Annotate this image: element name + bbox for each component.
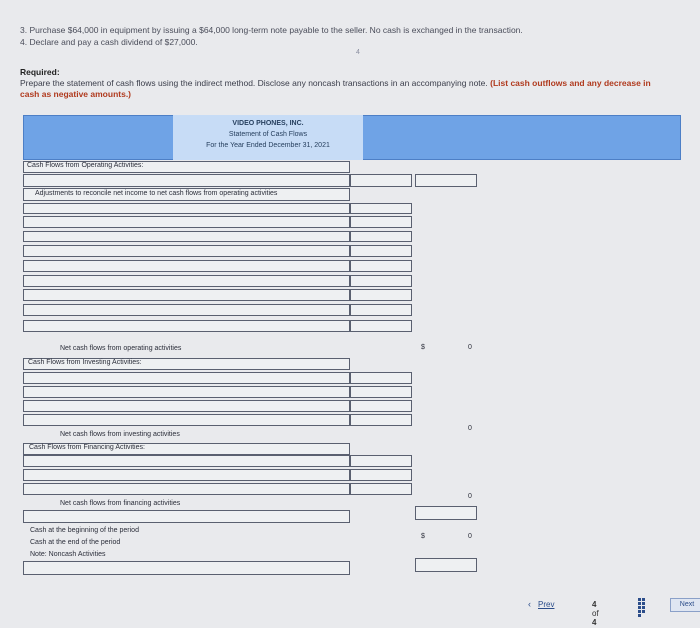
investing-line-input[interactable] [23, 386, 350, 398]
required-text: Prepare the statement of cash flows using the indirect method. Disclose any noncash transactions in an accompanying note. [20, 78, 488, 88]
amount-input[interactable] [350, 304, 412, 316]
investing-line-input[interactable] [23, 372, 350, 384]
dollar-sign: $ [421, 533, 425, 540]
net-operating-total: 0 [468, 344, 472, 351]
required-note: (List cash outflows and any decrease in cash as negative amounts.) [20, 78, 651, 99]
investing-line-input[interactable] [23, 400, 350, 412]
cash-begin-label: Cash at the beginning of the period [30, 527, 139, 534]
amount-input[interactable] [350, 320, 412, 332]
adjustment-input[interactable] [23, 245, 350, 257]
financing-line-input[interactable] [23, 469, 350, 481]
amount-input[interactable] [350, 414, 412, 426]
adjustment-input[interactable] [23, 289, 350, 301]
prev-button[interactable]: Prev [538, 600, 555, 609]
noncash-label: Note: Noncash Activities [30, 551, 106, 558]
grid-icon[interactable] [638, 598, 649, 609]
net-investing-total: 0 [468, 425, 472, 432]
adjustment-input[interactable] [23, 260, 350, 272]
cash-end-label: Cash at the end of the period [30, 539, 121, 546]
noncash-amount-input[interactable] [415, 558, 477, 572]
company-name: VIDEO PHONES, INC. [232, 120, 304, 127]
adjustment-input[interactable] [23, 275, 350, 287]
amount-input[interactable] [350, 260, 412, 272]
current-page: 4 [592, 600, 597, 609]
financing-line-input[interactable] [23, 483, 350, 495]
amount-input[interactable] [350, 372, 412, 384]
investing-line-input[interactable] [23, 414, 350, 426]
investing-label: Cash Flows from Investing Activities: [28, 359, 142, 366]
statement-header [23, 115, 681, 160]
amount-input[interactable] [415, 174, 477, 187]
transaction-4: 4. Declare and pay a cash dividend of $27,000. [20, 37, 198, 47]
operating-line-input[interactable] [23, 174, 350, 187]
adjustment-input[interactable] [23, 320, 350, 332]
statement-title: Statement of Cash Flows [228, 131, 308, 138]
blank-row [23, 510, 350, 523]
amount-input[interactable] [350, 469, 412, 481]
net-operating-label: Net cash flows from operating activities [60, 345, 182, 352]
amount-input[interactable] [350, 455, 412, 467]
chevron-left-icon: ‹ [528, 599, 531, 609]
page-mark: 4 [356, 49, 360, 56]
amount-input[interactable] [350, 203, 412, 214]
amount-input[interactable] [350, 174, 412, 187]
adjustment-input[interactable] [23, 203, 350, 214]
total-pages: 4 [592, 618, 597, 627]
amount-input[interactable] [350, 483, 412, 495]
net-investing-label: Net cash flows from investing activities [60, 431, 180, 438]
adjustment-input[interactable] [23, 304, 350, 316]
financing-label: Cash Flows from Financing Activities: [29, 444, 145, 451]
cash-flow-worksheet [23, 115, 681, 160]
page-indicator [592, 600, 599, 627]
problem-intro [20, 24, 523, 48]
operating-label: Cash Flows from Operating Activities: [27, 162, 144, 169]
noncash-input[interactable] [23, 561, 350, 575]
amount-input[interactable] [350, 275, 412, 287]
transaction-3: 3. Purchase $64,000 in equipment by issuing a $64,000 long-term note payable to the seller. No cash is exchanged in the transaction. [20, 25, 523, 35]
amount-input[interactable] [350, 231, 412, 242]
amount-input[interactable] [350, 216, 412, 228]
statement-period: For the Year Ended December 31, 2021 [206, 142, 330, 149]
amount-input[interactable] [350, 289, 412, 301]
financing-line-input[interactable] [23, 455, 350, 467]
required-heading: Required: [20, 67, 60, 77]
statement-header-title [173, 115, 363, 160]
amount-input[interactable] [350, 386, 412, 398]
net-financing-total: 0 [468, 493, 472, 500]
adjustment-input[interactable] [23, 231, 350, 242]
cash-begin-input[interactable] [415, 506, 477, 520]
of-label: of [592, 609, 599, 618]
net-financing-label: Net cash flows from financing activities [60, 500, 181, 507]
adjustment-input[interactable] [23, 216, 350, 228]
adjustments-label: Adjustments to reconcile net income to net cash flows from operating activities [35, 190, 278, 197]
amount-input[interactable] [350, 245, 412, 257]
amount-input[interactable] [350, 400, 412, 412]
dollar-sign: $ [421, 344, 425, 351]
required-section [20, 67, 660, 100]
next-button[interactable]: Next [670, 598, 700, 612]
cash-end-total: 0 [468, 533, 472, 540]
